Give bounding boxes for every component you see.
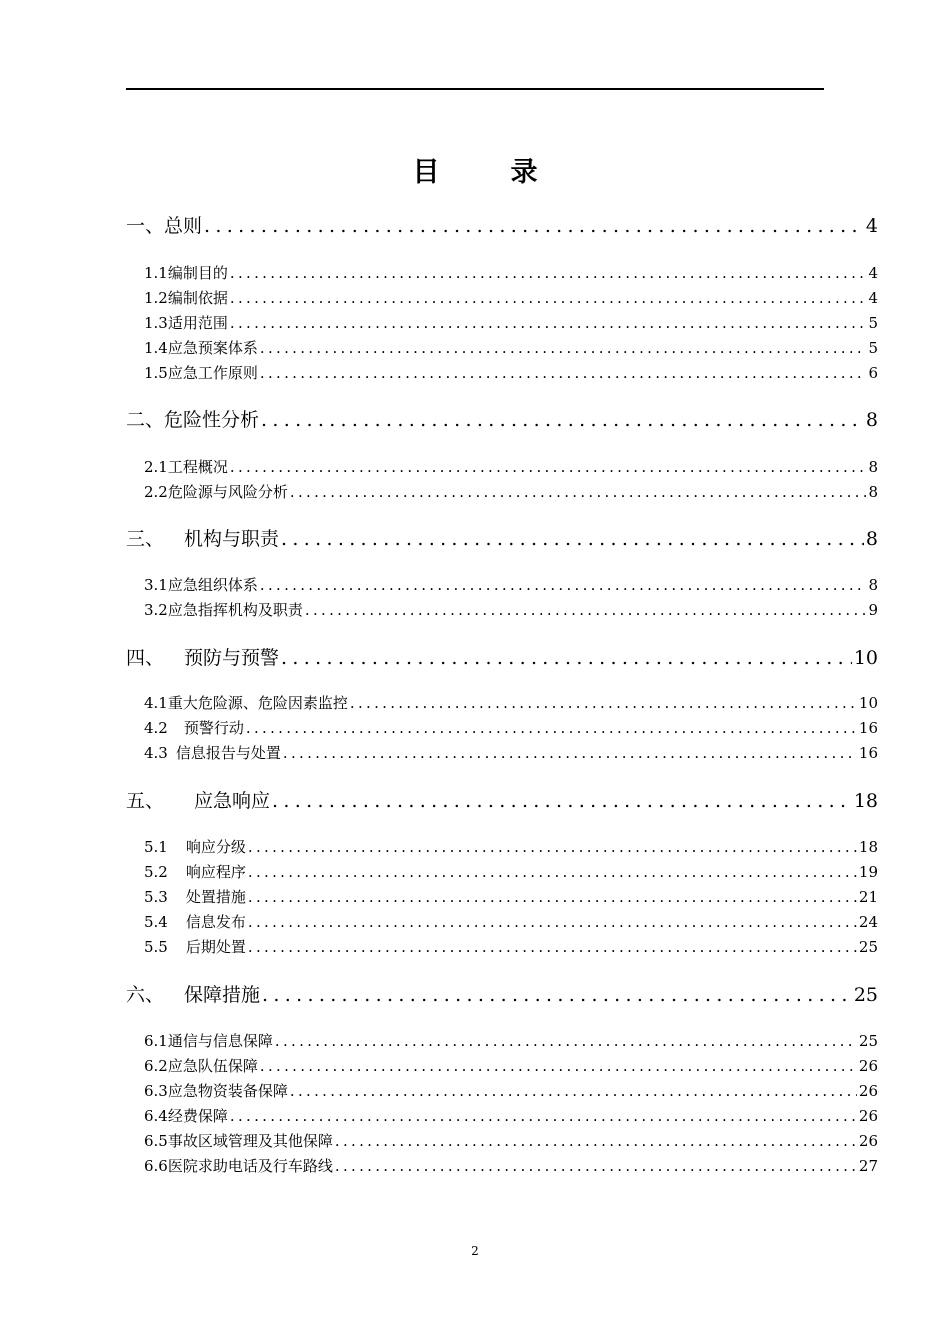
toc-item-title: 响应程序 — [185, 863, 246, 881]
toc-item-title: 危险源与风险分析 — [167, 483, 288, 501]
toc-item-5-5[interactable] — [144, 936, 878, 957]
toc-item-5-3[interactable] — [144, 886, 878, 907]
toc-section-1[interactable] — [126, 211, 878, 238]
toc-item-1-4[interactable] — [144, 337, 878, 358]
toc-item-number: 5.1 — [144, 838, 168, 856]
dot-leader — [260, 364, 867, 382]
toc-item-title: 事故区域管理及其他保障 — [167, 1132, 333, 1150]
dot-leader — [272, 790, 852, 812]
toc-page-number: 8 — [868, 576, 878, 594]
toc-item-title: 应急物资装备保障 — [167, 1082, 288, 1100]
toc-item-number: 5.3 — [144, 888, 168, 906]
toc-item-number: 6.2 — [144, 1057, 168, 1075]
toc-section-number: 二、 — [126, 409, 165, 431]
dot-leader — [305, 601, 867, 619]
toc-item-title: 通信与信息保障 — [167, 1032, 273, 1050]
toc-item-title: 应急队伍保障 — [167, 1057, 258, 1075]
dot-leader — [230, 289, 867, 307]
toc-item-number: 3.2 — [144, 601, 168, 619]
toc-page-number: 5 — [868, 339, 878, 357]
toc-item-number: 1.3 — [144, 314, 168, 332]
dot-leader — [260, 1057, 857, 1075]
toc-page-number: 25 — [858, 938, 878, 956]
toc-page-number: 4 — [865, 215, 878, 237]
toc-item-number: 2.2 — [144, 483, 168, 501]
toc-item-title: 响应分级 — [185, 838, 246, 856]
toc-section-3[interactable] — [126, 524, 878, 551]
toc-item-4-1[interactable] — [144, 692, 878, 713]
toc-item-title: 后期处置 — [185, 938, 246, 956]
dot-leader — [246, 719, 857, 737]
toc-page-number: 19 — [858, 863, 878, 881]
dot-leader — [248, 938, 857, 956]
toc-item-1-1[interactable] — [144, 262, 878, 283]
toc-section-title: 预防与预警 — [184, 647, 280, 669]
toc-page-number: 8 — [868, 483, 878, 501]
toc-item-title: 信息报告与处置 — [175, 744, 281, 762]
toc-item-3-2[interactable] — [144, 599, 878, 620]
dot-leader — [275, 1032, 857, 1050]
toc-section-number: 一、 — [126, 215, 165, 237]
toc-item-6-1[interactable] — [144, 1030, 878, 1051]
toc-page-number: 26 — [858, 1082, 878, 1100]
dot-leader — [290, 1082, 857, 1100]
dot-leader — [262, 984, 852, 1006]
toc-item-6-4[interactable] — [144, 1105, 878, 1126]
dot-leader — [335, 1132, 857, 1150]
toc-item-number: 1.4 — [144, 339, 168, 357]
dot-leader — [230, 458, 867, 476]
dot-leader — [281, 528, 864, 550]
dot-leader — [248, 913, 857, 931]
toc-item-title: 应急工作原则 — [167, 364, 258, 382]
toc-section-number: 四、 — [126, 647, 165, 669]
footer-page-number: 2 — [471, 1244, 479, 1258]
toc-item-5-4[interactable] — [144, 911, 878, 932]
toc-section-2[interactable] — [126, 405, 878, 432]
toc-item-number: 1.2 — [144, 289, 168, 307]
toc-page-number: 6 — [868, 364, 878, 382]
toc-section-number: 五、 — [126, 790, 165, 812]
toc-item-6-6[interactable] — [144, 1155, 878, 1176]
toc-item-title: 编制依据 — [167, 289, 228, 307]
toc-page-number: 25 — [853, 984, 878, 1006]
dot-leader — [230, 314, 867, 332]
dot-leader — [260, 576, 867, 594]
toc-item-title: 应急组织体系 — [167, 576, 258, 594]
toc-section-number: 三、 — [126, 528, 165, 550]
toc-item-number: 6.6 — [144, 1157, 168, 1175]
toc-section-title: 保障措施 — [184, 984, 261, 1006]
toc-page-number: 25 — [858, 1032, 878, 1050]
toc-section-5[interactable] — [126, 786, 878, 813]
toc-item-number: 2.1 — [144, 458, 168, 476]
dot-leader — [281, 647, 852, 669]
toc-page-number: 26 — [858, 1107, 878, 1125]
toc-item-number: 6.5 — [144, 1132, 168, 1150]
toc-item-5-1[interactable] — [144, 836, 878, 857]
toc-page-number: 26 — [858, 1057, 878, 1075]
toc-page-number: 27 — [858, 1157, 878, 1175]
dot-leader — [248, 888, 857, 906]
toc-item-title: 适用范围 — [167, 314, 228, 332]
toc-section-4[interactable] — [126, 643, 878, 670]
toc-item-number: 3.1 — [144, 576, 168, 594]
toc-item-title: 信息发布 — [185, 913, 246, 931]
toc-section-title: 总则 — [164, 215, 203, 237]
toc-item-title: 重大危险源、危险因素监控 — [167, 694, 348, 712]
toc-item-number: 5.4 — [144, 913, 168, 931]
dot-leader — [261, 409, 864, 431]
toc-item-number: 6.1 — [144, 1032, 168, 1050]
toc-page-number: 21 — [858, 888, 878, 906]
toc-page-number: 8 — [865, 528, 878, 550]
dot-leader — [283, 744, 857, 762]
toc-item-5-2[interactable] — [144, 861, 878, 882]
toc-item-number: 6.4 — [144, 1107, 168, 1125]
dot-leader — [248, 838, 857, 856]
toc-page-number: 18 — [858, 838, 878, 856]
toc-page-number: 8 — [868, 458, 878, 476]
toc-page-number: 5 — [868, 314, 878, 332]
toc-item-title: 编制目的 — [167, 264, 228, 282]
toc-item-6-5[interactable] — [144, 1130, 878, 1151]
toc-page-number: 18 — [853, 790, 878, 812]
toc-page-number: 10 — [853, 647, 878, 669]
toc-item-title: 预警行动 — [183, 719, 244, 737]
toc-item-title: 应急指挥机构及职责 — [167, 601, 303, 619]
dot-leader — [204, 215, 864, 237]
toc-item-1-5[interactable] — [144, 362, 878, 383]
toc-item-number: 4.3 — [144, 744, 168, 762]
toc-page-number: 24 — [858, 913, 878, 931]
toc-page-number: 26 — [858, 1132, 878, 1150]
toc-page-number: 9 — [868, 601, 878, 619]
toc-item-1-3[interactable] — [144, 312, 878, 333]
dot-leader — [335, 1157, 857, 1175]
toc-page-number: 10 — [858, 694, 878, 712]
toc-item-2-2[interactable] — [144, 481, 878, 502]
dot-leader — [350, 694, 857, 712]
toc-item-4-2[interactable] — [144, 717, 878, 738]
toc-item-number: 5.5 — [144, 938, 168, 956]
toc-item-title: 工程概况 — [167, 458, 228, 476]
toc-item-number: 4.1 — [144, 694, 168, 712]
toc-item-number: 6.3 — [144, 1082, 168, 1100]
toc-title: 目 录 — [412, 157, 560, 188]
toc-item-number: 1.1 — [144, 264, 168, 282]
toc-section-title: 危险性分析 — [164, 409, 260, 431]
toc-item-number: 1.5 — [144, 364, 168, 382]
toc-page-number: 16 — [858, 719, 878, 737]
toc-item-6-3[interactable] — [144, 1080, 878, 1101]
toc-item-title: 经费保障 — [167, 1107, 228, 1125]
toc-page-number: 4 — [868, 264, 878, 282]
header-rule — [126, 88, 824, 90]
toc-item-6-2[interactable] — [144, 1055, 878, 1076]
toc-page-number: 16 — [858, 744, 878, 762]
toc-item-4-3[interactable] — [144, 742, 878, 763]
dot-leader — [248, 863, 857, 881]
toc-item-title: 处置措施 — [185, 888, 246, 906]
toc-item-number: 4.2 — [144, 719, 168, 737]
dot-leader — [230, 1107, 857, 1125]
toc-item-title: 医院求助电话及行车路线 — [167, 1157, 333, 1175]
dot-leader — [290, 483, 867, 501]
toc-section-title: 应急响应 — [194, 790, 271, 812]
toc-item-2-1[interactable] — [144, 456, 878, 477]
toc-page-number: 8 — [865, 409, 878, 431]
dot-leader — [230, 264, 867, 282]
toc-section-title: 机构与职责 — [184, 528, 280, 550]
toc-section-6[interactable] — [126, 980, 878, 1007]
toc-item-number: 5.2 — [144, 863, 168, 881]
toc-section-number: 六、 — [126, 984, 165, 1006]
toc-item-3-1[interactable] — [144, 574, 878, 595]
toc-item-1-2[interactable] — [144, 287, 878, 308]
dot-leader — [260, 339, 867, 357]
toc-page-number: 4 — [868, 289, 878, 307]
toc-item-title: 应急预案体系 — [167, 339, 258, 357]
